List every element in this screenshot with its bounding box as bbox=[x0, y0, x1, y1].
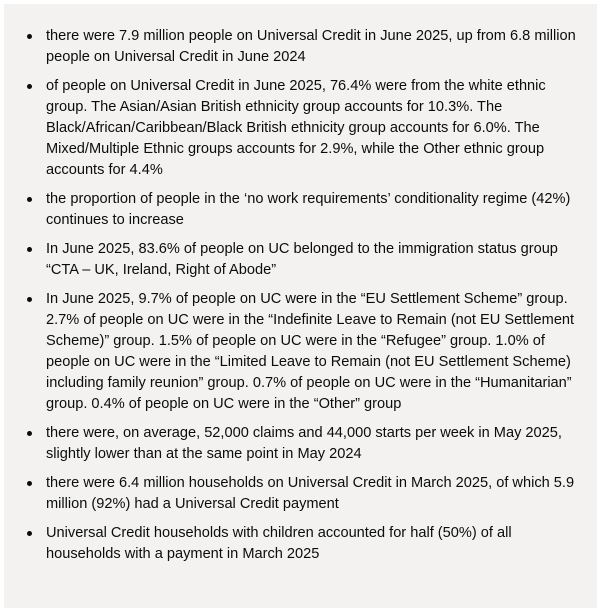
key-point-item bbox=[27, 473, 585, 515]
key-point-text: there were 6.4 million households on Universal Credit in March 2025, of which 5.9 million (92%) had a Universal Credit payment bbox=[46, 475, 575, 512]
bullet-icon bbox=[27, 297, 32, 302]
bullet-icon bbox=[27, 197, 32, 202]
key-point-item bbox=[27, 289, 585, 415]
key-point-text: there were 7.9 million people on Universal Credit in June 2025, up from 6.8 million people on Universal Credit in June 2024 bbox=[46, 28, 576, 65]
key-point-item bbox=[27, 76, 585, 181]
key-point-item bbox=[27, 239, 585, 281]
key-point-item bbox=[27, 423, 585, 465]
bullet-icon bbox=[27, 34, 32, 39]
key-point-text: the proportion of people in the ‘no work requirements’ conditionality regime (42%) continues to increase bbox=[46, 191, 571, 228]
key-point-text: In June 2025, 9.7% of people on UC were in the “EU Settlement Scheme” group. 2.7% of people on UC were in the “Indefinite Leave to Remain (not EU Settlement Scheme)” group. 1.5% of people on UC were in the “Refugee” group. 1.0% of people on UC were in the “Limited Leave to Remain (not EU Settlement Scheme) including family reunion” group. 0.7% of people on UC were in the “Humanitarian” group. 0.4% of people on UC were in the “Other” group bbox=[46, 291, 575, 412]
key-point-item bbox=[27, 189, 585, 231]
key-point-item bbox=[27, 26, 585, 68]
key-point-text: Universal Credit households with children accounted for half (50%) of all households with a payment in March 2025 bbox=[46, 525, 512, 562]
bullet-icon bbox=[27, 84, 32, 89]
key-point-text: In June 2025, 83.6% of people on UC belonged to the immigration status group “CTA – UK, Ireland, Right of Abode” bbox=[46, 241, 558, 278]
bullet-icon bbox=[27, 481, 32, 486]
key-points-list bbox=[27, 26, 585, 565]
key-points-panel bbox=[4, 4, 597, 608]
bullet-icon bbox=[27, 531, 32, 536]
bullet-icon bbox=[27, 431, 32, 436]
key-point-item bbox=[27, 523, 585, 565]
key-point-text: there were, on average, 52,000 claims and 44,000 starts per week in May 2025, slightly lower than at the same point in May 2024 bbox=[46, 425, 562, 462]
key-point-text: of people on Universal Credit in June 2025, 76.4% were from the white ethnic group. The Asian/Asian British ethnicity group accounts for 10.3%. The Black/African/Caribbean/Black British ethnicity group accounts for 6.0%. The Mixed/Multiple Ethnic groups accounts for 2.9%, while the Other ethnic group accounts for 4.4% bbox=[46, 78, 546, 178]
bullet-icon bbox=[27, 247, 32, 252]
